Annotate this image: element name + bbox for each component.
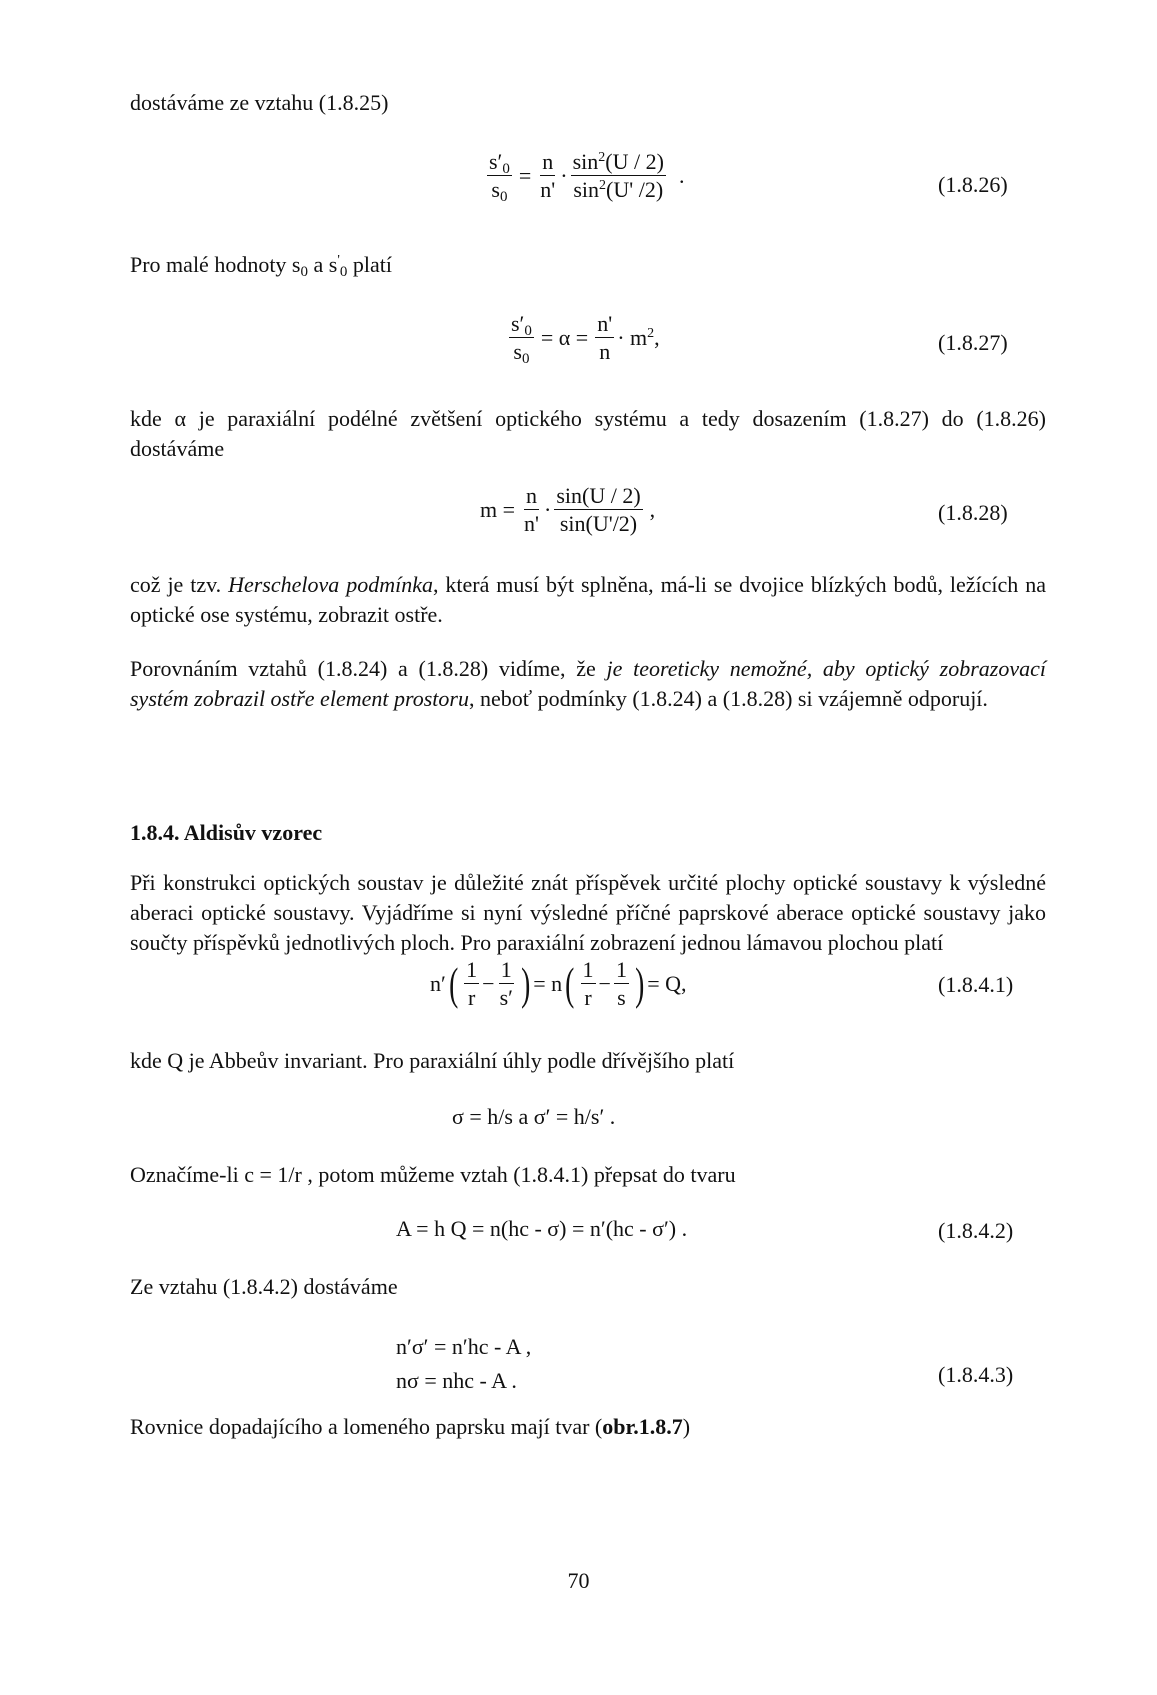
page-number: 70 [567, 1568, 590, 1593]
equation-number-1-8-4-2: (1.8.4.2) [938, 1218, 1014, 1243]
fraction-sin: $\frac{\sin(U / 2)}{\sin(U'/2)}$ [556, 483, 641, 537]
equation-number-1-8-4-3: (1.8.4.3) [938, 1362, 1014, 1387]
equation-1-8-4-1: n′ ( $\frac{1}{r}$ − $\frac{1}{s'}$ ) = n ( $\frac{1}{r}$ − $\frac{1}{s}$ ) = Q, [430, 957, 687, 1011]
paragraph-alpha: kde α je paraxiální podélné zvětšení optického systému a tedy dosazením (1.8.27) do (1.8.26) dostáváme [130, 406, 1046, 461]
equation-1-8-26: $\frac{s'_0}{s_0}$ = $\frac{n}{n'}$ · $\frac{\sin^2(U / 2)}{\sin^2(U' /2)}$ . [489, 149, 685, 206]
paragraph-ray-equations: Rovnice dopadajícího a lomeného paprsku mají tvar (obr.1.8.7) [130, 1414, 691, 1439]
equation-1-8-28: m = $\frac{n}{n'}$ · $\frac{\sin(U / 2)}{\sin(U'/2)}$ , [480, 483, 656, 537]
paragraph-from-relation: Ze vztahu (1.8.4.2) dostáváme [130, 1274, 398, 1299]
equation-sigma: σ = h/s a σ′ = h/s′ . [452, 1104, 616, 1129]
fraction-1-r: $\frac{1}{r}$ [582, 957, 594, 1011]
equation-line: n′σ′ = n′hc - A , [396, 1334, 532, 1359]
fraction-1-s: $\frac{1}{s}$ [615, 957, 627, 1011]
equation-line: nσ = nhc - A . [396, 1368, 517, 1393]
fraction-n-nprime: $\frac{n}{n'}$ [524, 483, 539, 537]
equation-number-1-8-27: (1.8.27) [938, 330, 1008, 355]
fraction-1-r: $\frac{1}{r}$ [466, 957, 478, 1011]
paragraph-intro: dostáváme ze vztahu (1.8.25) [130, 90, 389, 115]
term-herschel-condition: Herschelova podmínka [228, 572, 433, 597]
fraction-1-sprime: $\frac{1}{s'}$ [499, 957, 513, 1011]
equation-1-8-4-2: A = h Q = n(hc - σ) = n′(hc - σ′) . [396, 1216, 688, 1241]
paragraph-abbe: kde Q je Abbeův invariant. Pro paraxiální úhly podle dřívějšího platí [130, 1048, 735, 1073]
paragraph-construction: Při konstrukci optických soustav je důležité znát příspěvek určité plochy optické soustavy k výsledné aberaci optické soustavy. Vyjádříme si nyní výsledné příčné paprskové aberace optické soustavy jako součty příspěvků jednotlivých ploch. Pro paraxiální zobrazení jednou lámavou plochou platí [130, 870, 1046, 955]
paragraph-herschel: což je tzv. Herschelova podmínka, která musí být splněna, má-li se dvojice blízkých bodů, ležících na optické ose systému, zobrazit ostře. [130, 572, 1046, 627]
figure-reference: obr.1.8.7 [602, 1414, 683, 1439]
fraction-sin-squared: $\frac{\sin^2(U / 2)}{\sin^2(U' /2)}$ [572, 149, 664, 203]
equation-1-8-27: $\frac{s'_0}{s_0}$ = α = $\frac{n'}{n}$ · $m^2$, [511, 311, 660, 368]
fraction-s0prime-s0: $\frac{s'_0}{s_0}$ [489, 149, 510, 206]
paragraph-small-values: Pro malé hodnoty $s_0$ a $s'_0$ platí [130, 252, 392, 280]
equation-number-1-8-28: (1.8.28) [938, 500, 1008, 525]
equation-number-1-8-4-1: (1.8.4.1) [938, 972, 1014, 997]
emphasis-impossible: je teoreticky nemožné, aby optický zobrazovací systém zobrazil ostře element prostoru [130, 656, 1046, 711]
paragraph-designate: Označíme-li c = 1/r , potom můžeme vztah (1.8.4.1) přepsat do tvaru [130, 1162, 736, 1187]
equation-1-8-4-3 [396, 1330, 531, 1398]
fraction-n-nprime: $\frac{n}{n'}$ [540, 149, 556, 203]
paragraph-comparison: Porovnáním vztahů (1.8.24) a (1.8.28) vidíme, že je teoreticky nemožné, aby optický zobrazovací systém zobrazil ostře element prostoru, neboť podmínky (1.8.24) a (1.8.28) si vzájemně odporují. [130, 656, 1046, 711]
fraction-s0prime-s0: $\frac{s'_0}{s_0}$ [511, 311, 532, 368]
equation-number-1-8-26: (1.8.26) [938, 172, 1008, 197]
section-heading: 1.8.4. Aldisův vzorec [130, 820, 323, 845]
fraction-nprime-n: $\frac{n'}{n}$ [597, 311, 613, 365]
